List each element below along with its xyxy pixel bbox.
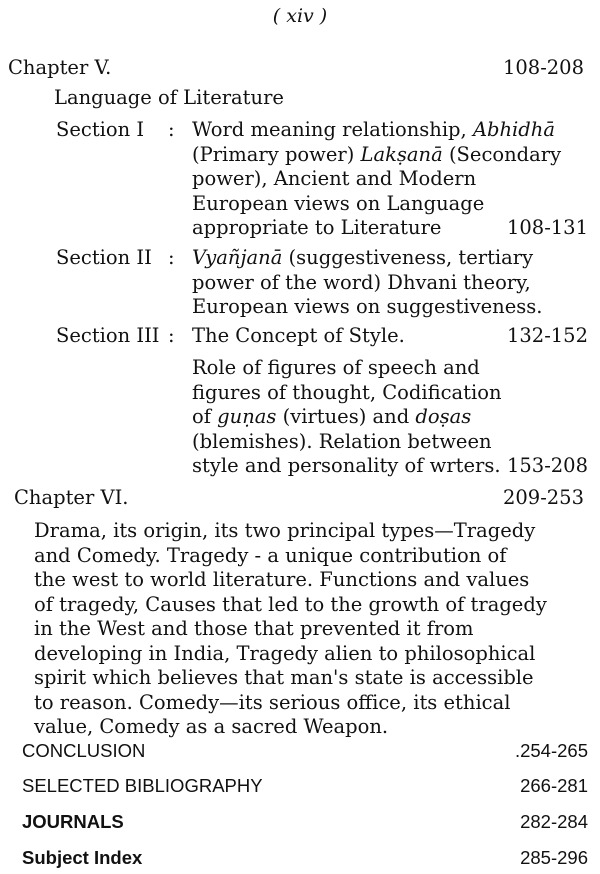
style-pages: 153-208: [506, 454, 588, 477]
subject-index-pages: 285-296: [520, 847, 588, 868]
section-1-line-1: Word meaning relationship, Abhidhā: [192, 118, 555, 141]
journals-title: JOURNALS: [22, 811, 124, 832]
chapter-5-title: Chapter V.: [8, 56, 112, 79]
style-line-1: Role of figures of speech and: [192, 356, 480, 379]
chapter-6-line-6: developing in India, Tragedy alien to philosophical: [34, 641, 536, 665]
section-3-colon: :: [168, 324, 175, 347]
section-1-colon: :: [168, 118, 175, 141]
section-1-label: Section I: [56, 118, 145, 141]
style-line-3: of guṇas (virtues) and doṣas: [192, 405, 472, 428]
chapter-6-line-3: the west to world literature. Functions and values: [34, 568, 530, 591]
conclusion-pages: .254-265: [514, 740, 588, 761]
chapter-6-pages: 209-253: [502, 486, 584, 509]
chapter-6-line-7: spirit which believes that man's state is accessible: [34, 666, 534, 689]
section-2-line-2: power of the word) Dhvani theory,: [192, 270, 531, 294]
section-3-pages: 132-152: [506, 324, 588, 347]
section-3-label: Section III: [56, 324, 160, 347]
chapter-5-pages: 108-208: [502, 56, 584, 79]
section-3-line-1: The Concept of Style. 132-152: [192, 324, 588, 347]
chapter-6-line-9: value, Comedy as a sacred Weapon.: [34, 715, 389, 738]
section-1-line-5: appropriate to Literature 108-131: [192, 216, 588, 239]
chapter-6-description: [34, 519, 552, 740]
section-1-line-4: European views on Language: [192, 191, 485, 215]
chapter-6-line-5: in the West and those that prevented it from: [34, 617, 474, 640]
style-line-4: (blemishes). Relation between: [192, 429, 492, 453]
subject-index-title: Subject Index: [22, 847, 143, 868]
section-2-label: Section II: [56, 246, 152, 269]
journals-pages: 282-284: [520, 811, 588, 832]
style-line-5: style and personality of wrters. 153-208: [192, 454, 588, 477]
style-line-2: figures of thought, Codification: [192, 380, 502, 404]
section-3-description: [192, 324, 588, 349]
section-1-line-2: (Primary power) Lakṣanā (Secondary: [192, 142, 562, 166]
chapter-5-subtitle: Language of Literature: [54, 86, 284, 109]
chapter-6-line-2: and Comedy. Tragedy - a unique contribution of: [34, 543, 507, 567]
section-2-description: [192, 246, 584, 320]
section-1-description: [192, 118, 588, 241]
style-block: [192, 356, 588, 479]
page-number: ( xiv ): [272, 5, 328, 27]
bibliography-pages: 266-281: [520, 775, 588, 796]
chapter-6-line-4: of tragedy, Causes that led to the growth of tragedy: [34, 592, 547, 616]
bibliography-title: SELECTED BIBLIOGRAPHY: [22, 775, 263, 796]
chapter-6-title: Chapter VI.: [14, 486, 129, 509]
section-2-line-1: Vyañjanā (suggestiveness, tertiary: [192, 246, 534, 269]
conclusion-title: CONCLUSION: [22, 740, 146, 761]
chapter-6-line-1: Drama, its origin, its two principal types—Tragedy: [34, 519, 536, 542]
section-1-pages: 108-131: [506, 216, 588, 239]
section-1-line-3: power), Ancient and Modern: [192, 167, 477, 190]
section-2-line-3: European views on suggestiveness.: [192, 295, 543, 318]
section-2-colon: :: [168, 246, 175, 269]
chapter-6-line-8: to reason. Comedy—its serious office, its ethical: [34, 690, 511, 714]
